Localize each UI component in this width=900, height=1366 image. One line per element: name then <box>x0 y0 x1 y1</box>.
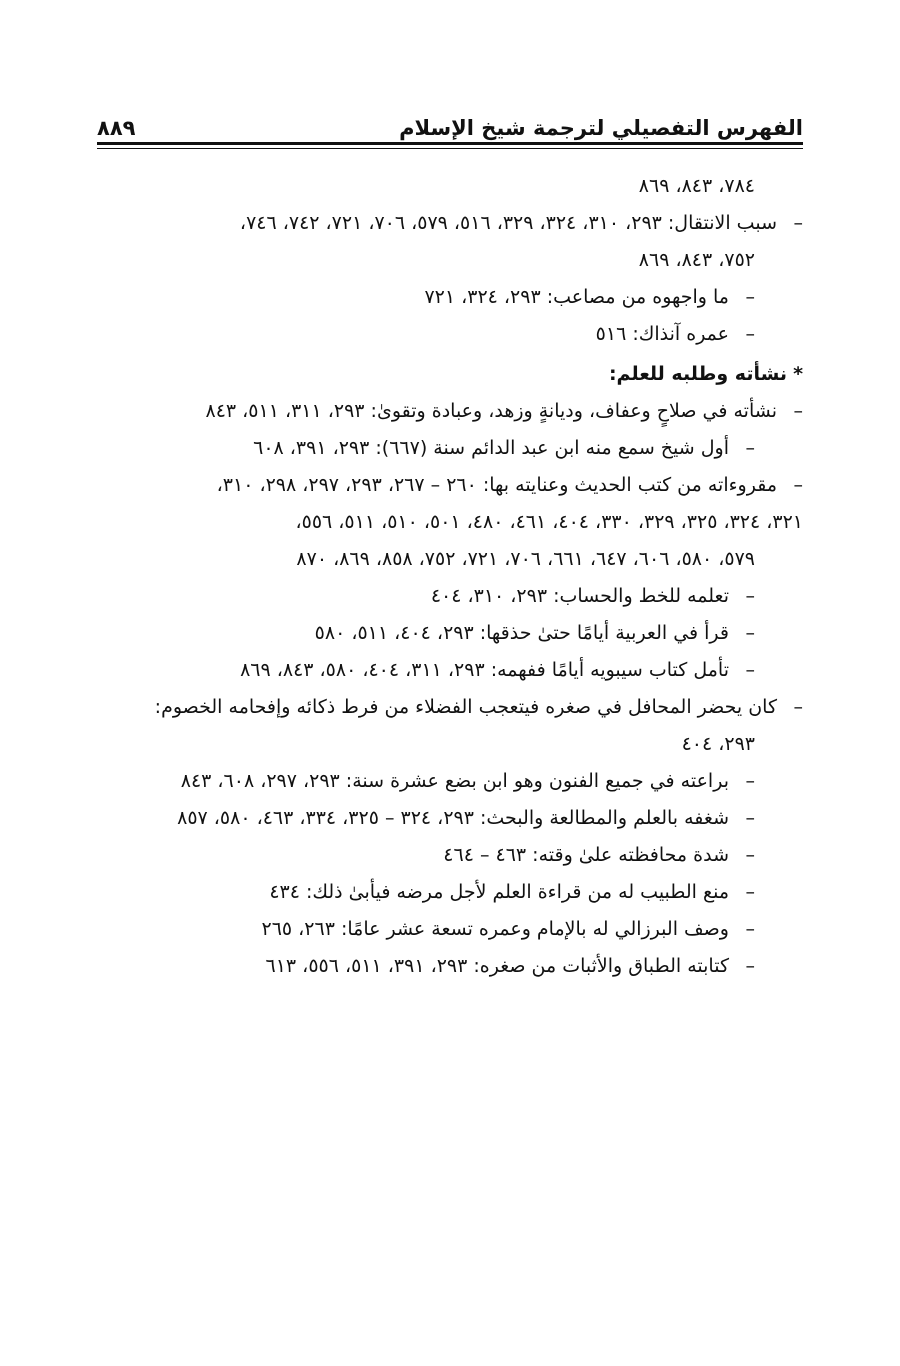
index-entry <box>97 279 803 316</box>
index-line-continuation: ٧٥٢، ٨٤٣، ٨٦٩ <box>638 249 755 271</box>
entry-text: منع الطبيب له من قراءة العلم لأجل مرضه فيأبىٰ ذلك: ٤٣٤ <box>269 881 729 903</box>
index-entry <box>97 467 803 504</box>
index-entry <box>97 316 803 353</box>
entry-text: نشأته في صلاحٍ وعفاف، وديانةٍ وزهد، وعبادة وتقوىٰ: ٢٩٣، ٣١١، ٥١١، ٨٤٣ <box>205 400 777 422</box>
entry-dash: – <box>745 659 755 681</box>
running-title: الفهرس التفصيلي لترجمة شيخ الإسلام <box>399 116 803 140</box>
entry-dash: – <box>745 918 755 940</box>
entry-text: أول شيخ سمع منه ابن عبد الدائم سنة (٦٦٧): ٢٩٣، ٣٩١، ٦٠٨ <box>253 437 729 459</box>
index-content <box>97 168 803 985</box>
entry-text: براعته في جميع الفنون وهو ابن بضع عشرة سنة: ٢٩٣، ٢٩٧، ٦٠٨، ٨٤٣ <box>180 770 729 792</box>
index-entry <box>97 578 803 615</box>
entry-text: تأمل كتاب سيبويه أيامًا ففهمه: ٢٩٣، ٣١١، ٤٠٤، ٥٨٠، ٨٤٣، ٨٦٩ <box>240 659 729 681</box>
entry-dash: – <box>745 286 755 308</box>
entry-text: كتابته الطباق والأثبات من صغره: ٢٩٣، ٣٩١، ٥١١، ٥٥٦، ٦١٣ <box>265 955 729 977</box>
index-line-continuation: ٧٨٤، ٨٤٣، ٨٦٩ <box>638 175 755 197</box>
index-line-continuation: ٣٢١، ٣٢٤، ٣٢٥، ٣٢٩، ٣٣٠، ٤٠٤، ٤٦١، ٤٨٠، ٥٠١، ٥١٠، ٥١١، ٥٥٦، <box>295 511 803 533</box>
index-entry <box>97 874 803 911</box>
index-entry <box>97 948 803 985</box>
header-rule-thin <box>97 148 803 149</box>
entry-dash: – <box>745 807 755 829</box>
entry-text: عمره آنذاك: ٥١٦ <box>595 323 729 345</box>
entry-text: شدة محافظته علىٰ وقته: ٤٦٣ – ٤٦٤ <box>443 844 729 866</box>
index-line-continuation: ٢٩٣، ٤٠٤ <box>681 733 755 755</box>
entry-text: وصف البرزالي له بالإمام وعمره تسعة عشر عامًا: ٢٦٣، ٢٦٥ <box>261 918 729 940</box>
entry-dash: – <box>745 770 755 792</box>
entry-text: تعلمه للخط والحساب: ٢٩٣، ٣١٠، ٤٠٤ <box>430 585 729 607</box>
index-entry <box>97 837 803 874</box>
section-heading: *نشأته وطلبه للعلم: <box>608 363 803 385</box>
entry-text: قرأ في العربية أيامًا حتىٰ حذقها: ٢٩٣، ٤٠٤، ٥١١، ٥٨٠ <box>314 622 729 644</box>
index-entry <box>97 615 803 652</box>
entry-dash: – <box>793 212 803 234</box>
star-icon: * <box>793 363 803 385</box>
entry-dash: – <box>745 585 755 607</box>
index-entry <box>97 763 803 800</box>
index-line-continuation: ٥٧٩، ٥٨٠، ٦٠٦، ٦٤٧، ٦٦١، ٧٠٦، ٧٢١، ٧٥٢، ٨٥٨، ٨٦٩، ٨٧٠ <box>296 548 755 570</box>
entry-dash: – <box>745 881 755 903</box>
index-entry <box>97 393 803 430</box>
entry-dash: – <box>793 696 803 718</box>
page-number: ٨٨٩ <box>97 116 136 140</box>
index-entry <box>97 689 803 726</box>
header-rule-thick <box>97 142 803 145</box>
entry-dash: – <box>745 844 755 866</box>
index-entry <box>97 800 803 837</box>
page-header <box>97 110 803 140</box>
index-entry <box>97 205 803 242</box>
entry-dash: – <box>745 622 755 644</box>
index-entry <box>97 911 803 948</box>
entry-dash: – <box>745 955 755 977</box>
entry-dash: – <box>745 323 755 345</box>
entry-text: كان يحضر المحافل في صغره فيتعجب الفضلاء من فرط ذكائه وإفحامه الخصوم: <box>154 696 777 718</box>
index-entry <box>97 430 803 467</box>
index-entry <box>97 652 803 689</box>
entry-text: شغفه بالعلم والمطالعة والبحث: ٢٩٣، ٣٢٤ – ٣٢٥، ٣٣٤، ٤٦٣، ٥٨٠، ٨٥٧ <box>177 807 729 829</box>
entry-dash: – <box>793 400 803 422</box>
entry-text: سبب الانتقال: ٢٩٣، ٣١٠، ٣٢٤، ٣٢٩، ٥١٦، ٥٧٩، ٧٠٦، ٧٢١، ٧٤٢، ٧٤٦، <box>239 212 777 234</box>
entry-dash: – <box>745 437 755 459</box>
entry-text: ما واجهوه من مصاعب: ٢٩٣، ٣٢٤، ٧٢١ <box>424 286 729 308</box>
entry-dash: – <box>793 474 803 496</box>
entry-text: مقروءاته من كتب الحديث وعنايته بها: ٢٦٠ – ٢٦٧، ٢٩٣، ٢٩٧، ٢٩٨، ٣١٠، <box>216 474 777 496</box>
